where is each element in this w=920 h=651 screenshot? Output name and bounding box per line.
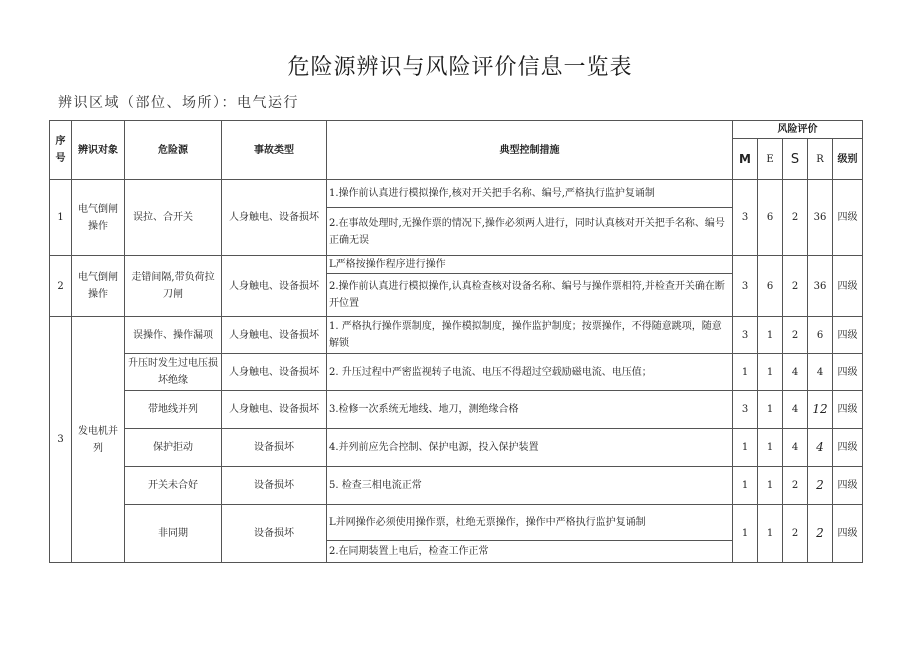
e-cell: 1	[758, 429, 783, 467]
control-cell: 1. 严格执行操作票制度，操作模拟制度，操作监护制度；按票操作，不得随意跳项，随意解锁	[327, 317, 733, 354]
hazard-cell: 误操作、操作漏项	[125, 317, 222, 354]
m-cell: 1	[733, 354, 758, 391]
seq-cell: 3	[50, 317, 72, 563]
hazard-cell: 开关未合好	[125, 467, 222, 505]
accident-cell: 人身触电、设备损坏	[222, 180, 327, 256]
control-cell: L并网操作必须使用操作票，杜绝无票操作，操作中严格执行监护复诵制	[327, 505, 733, 541]
s-cell: 4	[783, 391, 808, 429]
s-cell: 2	[783, 317, 808, 354]
m-cell: 1	[733, 467, 758, 505]
header-level: 级别	[833, 139, 863, 180]
seq-cell: 2	[50, 256, 72, 317]
m-cell: 3	[733, 317, 758, 354]
e-cell: 1	[758, 467, 783, 505]
header-control: 典型控制措施	[327, 121, 733, 180]
s-cell: 4	[783, 429, 808, 467]
hazard-cell: 非同期	[125, 505, 222, 563]
level-cell: 四级	[833, 467, 863, 505]
header-m: M	[733, 139, 758, 180]
control-cell: 3.检修一次系统无地线、地刀，测绝缘合格	[327, 391, 733, 429]
header-risk: 风险评价	[733, 121, 863, 139]
level-cell: 四级	[833, 317, 863, 354]
risk-table	[49, 120, 863, 563]
header-hazard: 危险源	[125, 121, 222, 180]
header-object: 辨识对象	[72, 121, 125, 180]
level-cell: 四级	[833, 180, 863, 256]
accident-cell: 人身触电、设备损坏	[222, 256, 327, 317]
accident-cell: 设备损坏	[222, 505, 327, 563]
object-cell: 电气倒闸操作	[72, 256, 125, 317]
accident-cell: 人身触电、设备损坏	[222, 317, 327, 354]
m-cell: 3	[733, 180, 758, 256]
control-cell: 2.操作前认真进行模拟操作,认真检查核对设备名称、编号与操作票相符,并检查开关确在断开位置	[327, 274, 733, 317]
header-s: S	[783, 139, 808, 180]
e-cell: 1	[758, 391, 783, 429]
accident-cell: 设备损坏	[222, 429, 327, 467]
hazard-cell: 升压时发生过电压损坏绝缘	[125, 354, 222, 391]
e-cell: 1	[758, 317, 783, 354]
m-cell: 3	[733, 256, 758, 317]
s-cell: 2	[783, 180, 808, 256]
control-cell: 2.在事故处理时,无操作票的情况下,操作必须两人进行，同时认真核对开关把手名称、编号正确无误	[327, 208, 733, 256]
hazard-cell: 带地线并列	[125, 391, 222, 429]
object-cell: 发电机并列	[72, 317, 125, 563]
s-cell: 2	[783, 256, 808, 317]
accident-cell: 设备损坏	[222, 467, 327, 505]
r-cell: 36	[808, 256, 833, 317]
r-cell: 6	[808, 317, 833, 354]
r-cell: 36	[808, 180, 833, 256]
level-cell: 四级	[833, 505, 863, 563]
level-cell: 四级	[833, 429, 863, 467]
r-cell: 4	[808, 429, 833, 467]
accident-cell: 人身触电、设备损坏	[222, 391, 327, 429]
page-title: 危险源辨识与风险评价信息一览表	[287, 55, 633, 80]
hazard-cell: 误拉、合开关	[125, 180, 222, 256]
header-accident: 事故类型	[222, 121, 327, 180]
m-cell: 3	[733, 391, 758, 429]
level-cell: 四级	[833, 354, 863, 391]
s-cell: 2	[783, 467, 808, 505]
control-cell: 5. 检查三相电流正常	[327, 467, 733, 505]
area-subtitle: 辨识区域（部位、场所）：电气运行	[58, 95, 299, 111]
accident-cell: 人身触电、设备损坏	[222, 354, 327, 391]
e-cell: 1	[758, 354, 783, 391]
header-e: E	[758, 139, 783, 180]
s-cell: 2	[783, 505, 808, 563]
e-cell: 6	[758, 256, 783, 317]
control-cell: 4.并列前应先合控制、保护电源，投入保护装置	[327, 429, 733, 467]
s-cell: 4	[783, 354, 808, 391]
r-cell: 12	[808, 391, 833, 429]
m-cell: 1	[733, 505, 758, 563]
r-cell: 2	[808, 467, 833, 505]
control-cell: 2. 升压过程中严密监视转子电流、电压不得超过空载励磁电流、电压值；	[327, 354, 733, 391]
header-seq: 序号	[50, 121, 72, 180]
e-cell: 1	[758, 505, 783, 563]
object-cell: 电气倒闸操作	[72, 180, 125, 256]
level-cell: 四级	[833, 391, 863, 429]
header-r: R	[808, 139, 833, 180]
control-cell: 2.在同期装置上电后，检查工作正常	[327, 541, 733, 563]
control-cell: 1.操作前认真进行模拟操作,核对开关把手名称、编号,严格执行监护复诵制	[327, 180, 733, 208]
level-cell: 四级	[833, 256, 863, 317]
hazard-cell: 走错间隔,带负荷拉刀闸	[125, 256, 222, 317]
hazard-cell: 保护拒动	[125, 429, 222, 467]
seq-cell: 1	[50, 180, 72, 256]
control-cell: L严格按操作程序进行操作	[327, 256, 733, 274]
m-cell: 1	[733, 429, 758, 467]
r-cell: 2	[808, 505, 833, 563]
r-cell: 4	[808, 354, 833, 391]
e-cell: 6	[758, 180, 783, 256]
